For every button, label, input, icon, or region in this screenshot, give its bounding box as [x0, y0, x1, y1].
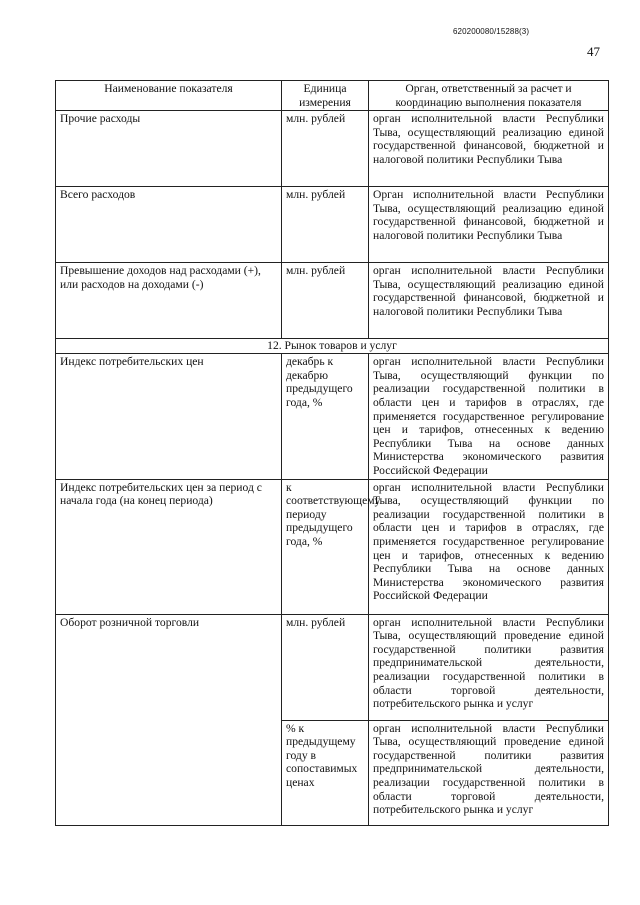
responsible-org: орган исполнительной власти Республики Тыва, осуществляющий функции по реализации государственной политики в области цен и тарифов в отраслях, где применяется государственное регулирование цен и тарифов, отнесенных к ведению Республики Тыва на основе данных Министерства экономического развития Российской Федерации: [369, 354, 609, 479]
page-number: 47: [587, 44, 600, 59]
indicator-unit: млн. рублей: [282, 263, 369, 339]
indicator-name: Оборот розничной торговли: [56, 614, 282, 825]
responsible-org: орган исполнительной власти Республики Тыва, осуществляющий реализацию единой государственной финансовой, бюджетной и налоговой политики Республики Тыва: [369, 263, 609, 339]
responsible-org: Орган исполнительной власти Республики Тыва, осуществляющий реализацию единой государственной финансовой, бюджетной и налоговой политики Республики Тыва: [369, 187, 609, 263]
table-row: [56, 187, 609, 263]
table-row: [56, 614, 609, 720]
indicator-name: Индекс потребительских цен за период с начала года (на конец периода): [56, 479, 282, 614]
table-row: [56, 111, 609, 187]
section-title: 12. Рынок товаров и услуг: [56, 339, 609, 354]
indicator-unit: млн. рублей: [282, 187, 369, 263]
responsible-org: орган исполнительной власти Республики Тыва, осуществляющий проведение единой государственной политики развития предпринимательской деятельности, реализации государственной политики в области торговой деятельности, потребительского рынка и услуг: [369, 720, 609, 825]
header-responsible-org: Орган, ответственный за расчет и координацию выполнения показателя: [369, 81, 609, 111]
table-row: [56, 354, 609, 479]
indicator-name: Превышение доходов над расходами (+), или расходов на доходами (-): [56, 263, 282, 339]
table-row: [56, 479, 609, 614]
responsible-org: орган исполнительной власти Республики Тыва, осуществляющий проведение единой государственной политики развития предпринимательской деятельности, реализации государственной политики в области торговой деятельности, потребительского рынка и услуг: [369, 614, 609, 720]
indicator-table: [55, 80, 609, 826]
indicator-unit: декабрь к декабрю предыдущего года, %: [282, 354, 369, 479]
indicator-unit: млн. рублей: [282, 111, 369, 187]
header-unit: Единица измерения: [282, 81, 369, 111]
indicator-unit: % к предыдущему году в сопоставимых ценах: [282, 720, 369, 825]
table-header-row: [56, 81, 609, 111]
section-row: [56, 339, 609, 354]
responsible-org: орган исполнительной власти Республики Тыва, осуществляющий функции по реализации государственной политики в области цен и тарифов в отраслях, где применяется государственное регулирование цен и тарифов, отнесенных к ведению Республики Тыва на основе данных Министерства экономического развития Российской Федерации: [369, 479, 609, 614]
document-id: 620200080/15288(3): [453, 27, 530, 36]
indicator-name: Всего расходов: [56, 187, 282, 263]
responsible-org: орган исполнительной власти Республики Тыва, осуществляющий реализацию единой государственной финансовой, бюджетной и налоговой политики Республики Тыва: [369, 111, 609, 187]
indicator-name: Индекс потребительских цен: [56, 354, 282, 479]
indicator-name: Прочие расходы: [56, 111, 282, 187]
table-row: [56, 263, 609, 339]
indicator-unit: млн. рублей: [282, 614, 369, 720]
indicator-unit: к соответствующему периоду предыдущего года, %: [282, 479, 369, 614]
header-indicator-name: Наименование показателя: [56, 81, 282, 111]
